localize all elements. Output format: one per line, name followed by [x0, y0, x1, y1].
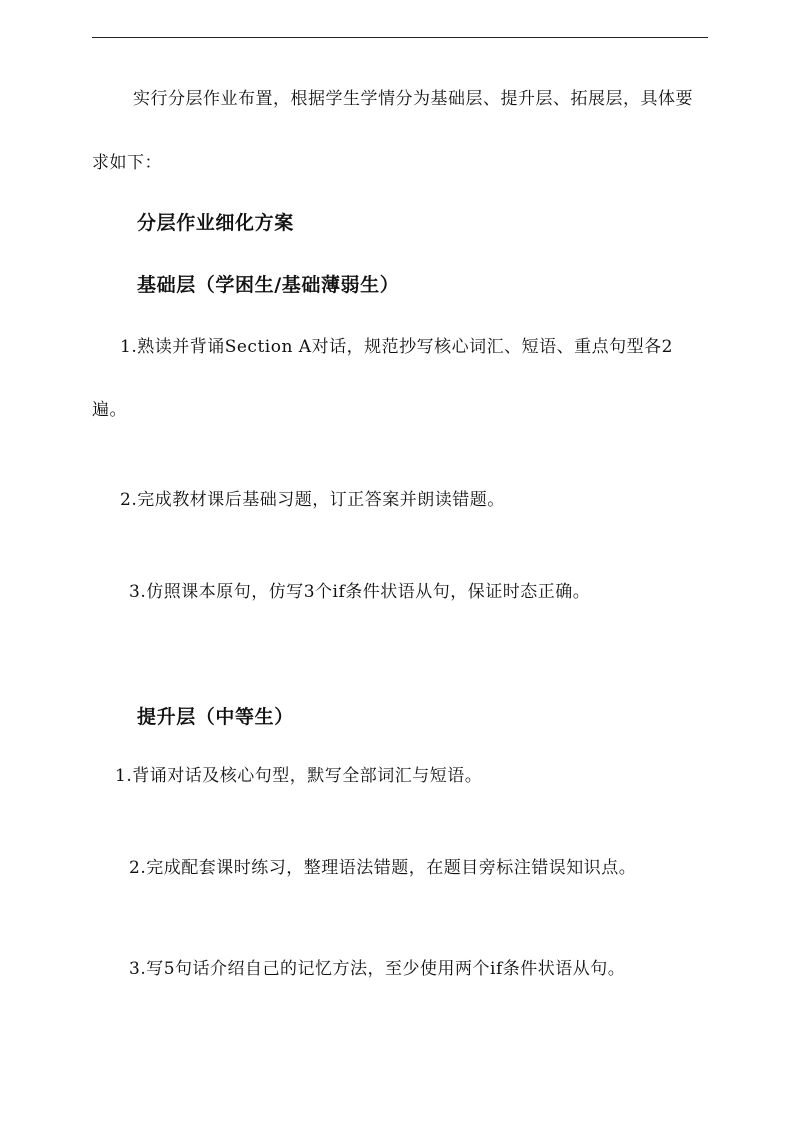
basic-item-1-line-1: 1.熟读并背诵Section A对话，规范抄写核心词汇、短语、重点句型各2: [120, 337, 673, 357]
improve-item-3: 3.写5句话介绍自己的记忆方法，至少使用两个if条件状语从句。: [129, 959, 626, 979]
basic-item-1-line-2: 遍。: [92, 400, 127, 420]
header-rule: [92, 37, 708, 38]
improve-item-1: 1.背诵对话及核心句型，默写全部词汇与短语。: [115, 766, 483, 786]
plan-title: 分层作业细化方案: [137, 212, 294, 234]
intro-line-2: 求如下：: [92, 153, 162, 173]
basic-item-2: 2.完成教材课后基础习题，订正答案并朗读错题。: [120, 490, 505, 510]
basic-item-3: 3.仿照课本原句，仿写3个if条件状语从句，保证时态正确。: [129, 582, 591, 602]
basic-heading: 基础层（学困生/基础薄弱生）: [137, 274, 400, 296]
improve-heading: 提升层（中等生）: [137, 706, 294, 728]
improve-item-2: 2.完成配套课时练习，整理语法错题，在题目旁标注错误知识点。: [129, 858, 637, 878]
intro-line-1: 实行分层作业布置，根据学生学情分为基础层、提升层、拓展层，具体要: [133, 89, 693, 109]
